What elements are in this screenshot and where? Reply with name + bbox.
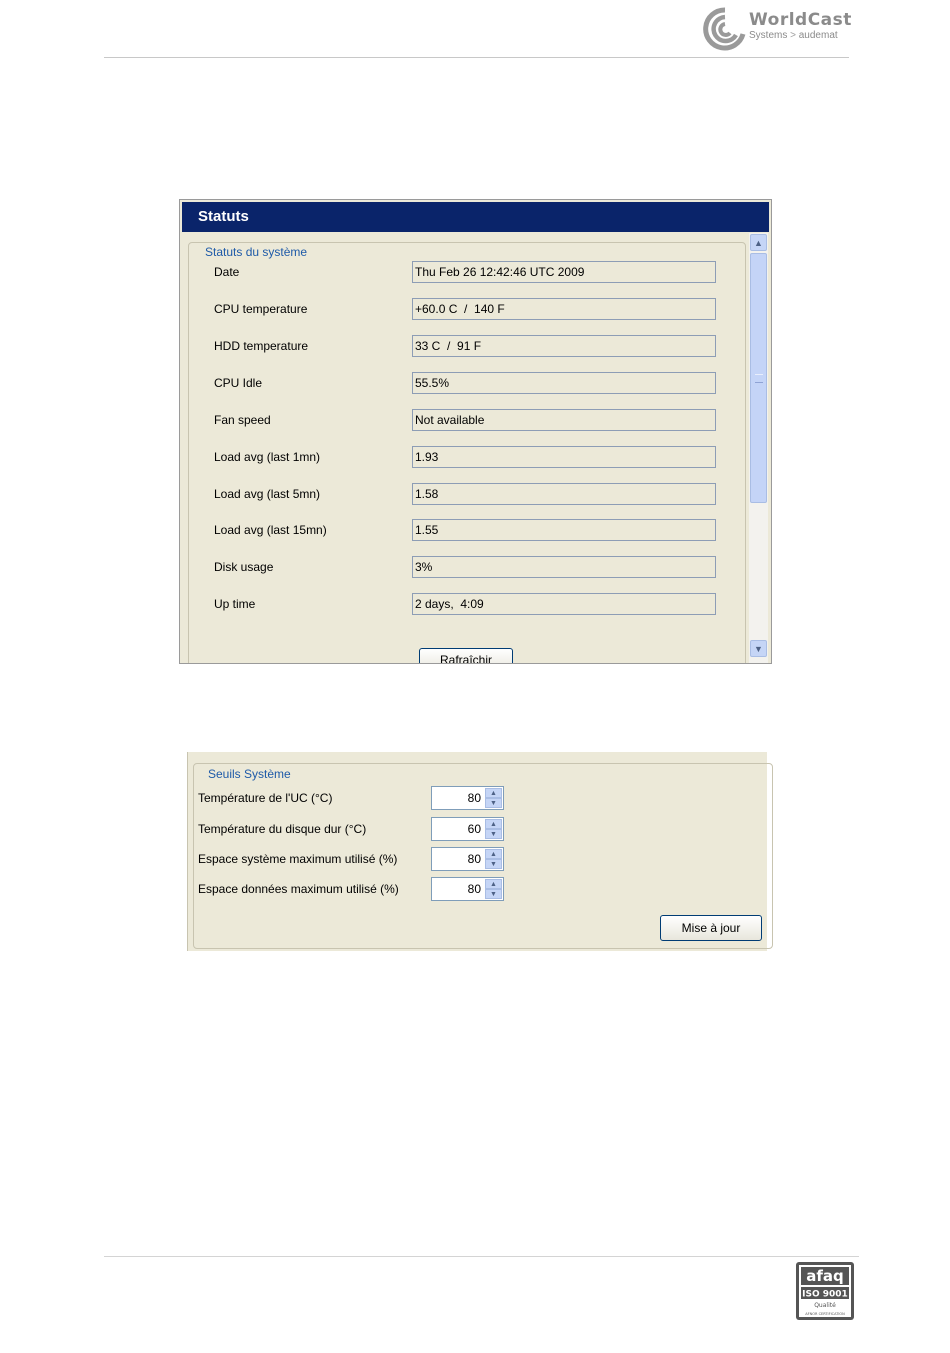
logo-sub-right: audemat	[798, 30, 838, 41]
status-value-field: Thu Feb 26 12:42:46 UTC 2009	[412, 261, 716, 283]
status-label: Up time	[214, 597, 256, 611]
disk-temp-spinner[interactable]	[431, 817, 504, 841]
spin-down-icon[interactable]: ▼	[485, 889, 502, 899]
status-value-field: 1.93	[412, 446, 716, 468]
threshold-label: Température de l'UC (°C)	[198, 791, 333, 805]
threshold-row-cpu-temp	[188, 786, 588, 810]
spinner-value[interactable]: 80	[467, 882, 481, 896]
threshold-row-system-space	[188, 847, 588, 871]
spin-up-icon[interactable]: ▲	[485, 819, 502, 829]
status-value-field: Not available	[412, 409, 716, 431]
system-thresholds-legend: Seuils Système	[208, 767, 291, 781]
status-label: Disk usage	[214, 560, 274, 574]
threshold-label: Espace données maximum utilisé (%)	[198, 882, 399, 896]
threshold-row-data-space	[188, 877, 588, 901]
statuts-title: Statuts	[182, 202, 769, 232]
chevron-down-icon: ▼	[754, 643, 763, 654]
threshold-row-disk-temp	[188, 817, 588, 841]
status-row-load-5mn	[182, 483, 747, 507]
cert-subtitle: Qualité	[814, 1302, 836, 1309]
spin-down-icon[interactable]: ▼	[485, 829, 502, 839]
spinner-buttons	[485, 819, 502, 839]
header-divider	[104, 57, 849, 58]
spinner-buttons	[485, 788, 502, 808]
grip-icon	[755, 374, 763, 383]
scroll-down-button[interactable]	[750, 640, 767, 657]
spinner-value[interactable]: 80	[467, 852, 481, 866]
spin-up-icon[interactable]: ▲	[485, 879, 502, 889]
threshold-label: Température du disque dur (°C)	[198, 822, 367, 836]
status-label: Load avg (last 5mn)	[214, 487, 321, 501]
seuils-panel	[187, 752, 767, 951]
status-value-field: 1.58	[412, 483, 716, 505]
cert-standard: ISO 9001	[802, 1289, 848, 1300]
system-space-spinner[interactable]	[431, 847, 504, 871]
spin-down-icon[interactable]: ▼	[485, 798, 502, 808]
status-label: CPU Idle	[214, 376, 263, 390]
logo-name: WorldCast	[749, 10, 852, 30]
status-value-field: 55.5%	[412, 372, 716, 394]
scroll-thumb[interactable]	[750, 253, 767, 503]
status-row-disk-usage	[182, 556, 747, 580]
status-value-field: 1.55	[412, 519, 716, 541]
status-row-cpu-temperature	[182, 298, 747, 322]
cert-footer: AFNOR CERTIFICATION	[805, 1312, 845, 1316]
status-label: CPU temperature	[214, 302, 308, 316]
update-button[interactable]: Mise à jour	[660, 915, 762, 941]
status-row-up-time	[182, 593, 747, 617]
spin-down-icon[interactable]: ▼	[485, 859, 502, 869]
status-row-load-15mn	[182, 519, 747, 543]
worldcast-logo	[703, 6, 852, 52]
status-label: Load avg (last 1mn)	[214, 450, 321, 464]
status-label: Load avg (last 15mn)	[214, 523, 327, 537]
status-row-cpu-idle	[182, 372, 747, 396]
vertical-scrollbar[interactable]	[749, 233, 768, 663]
refresh-button[interactable]: Rafraîchir	[419, 648, 513, 664]
status-row-load-1mn	[182, 446, 747, 470]
status-row-fan-speed	[182, 409, 747, 433]
afaq-iso-certification-logo	[796, 1262, 854, 1320]
footer-divider	[104, 1256, 859, 1257]
status-label: Fan speed	[214, 413, 271, 427]
status-value-field: 33 C / 91 F	[412, 335, 716, 357]
system-status-legend: Statuts du système	[205, 245, 308, 259]
data-space-spinner[interactable]	[431, 877, 504, 901]
spin-up-icon[interactable]: ▲	[485, 849, 502, 859]
cpu-temp-spinner[interactable]	[431, 786, 504, 810]
status-label: Date	[214, 265, 240, 279]
spinner-value[interactable]: 80	[467, 791, 481, 805]
chevron-up-icon: ▲	[754, 237, 763, 248]
logo-sub-left: Systems	[749, 30, 788, 41]
spinner-buttons	[485, 849, 502, 869]
spinner-buttons	[485, 879, 502, 899]
statuts-panel	[179, 199, 772, 664]
status-row-date	[182, 261, 747, 285]
spin-up-icon[interactable]: ▲	[485, 788, 502, 798]
logo-subtitle	[749, 30, 838, 41]
scroll-up-button[interactable]	[750, 234, 767, 251]
status-value-field: 3%	[412, 556, 716, 578]
status-value-field: +60.0 C / 140 F	[412, 298, 716, 320]
threshold-label: Espace système maximum utilisé (%)	[198, 852, 398, 866]
worldcast-swirl-icon	[703, 6, 747, 52]
logo-sub-arrow: >	[790, 30, 796, 41]
cert-brand: afaq	[806, 1267, 844, 1285]
status-value-field: 2 days, 4:09	[412, 593, 716, 615]
statuts-content	[182, 233, 747, 663]
spinner-value[interactable]: 60	[467, 822, 481, 836]
status-row-hdd-temperature	[182, 335, 747, 359]
status-label: HDD temperature	[214, 339, 309, 353]
